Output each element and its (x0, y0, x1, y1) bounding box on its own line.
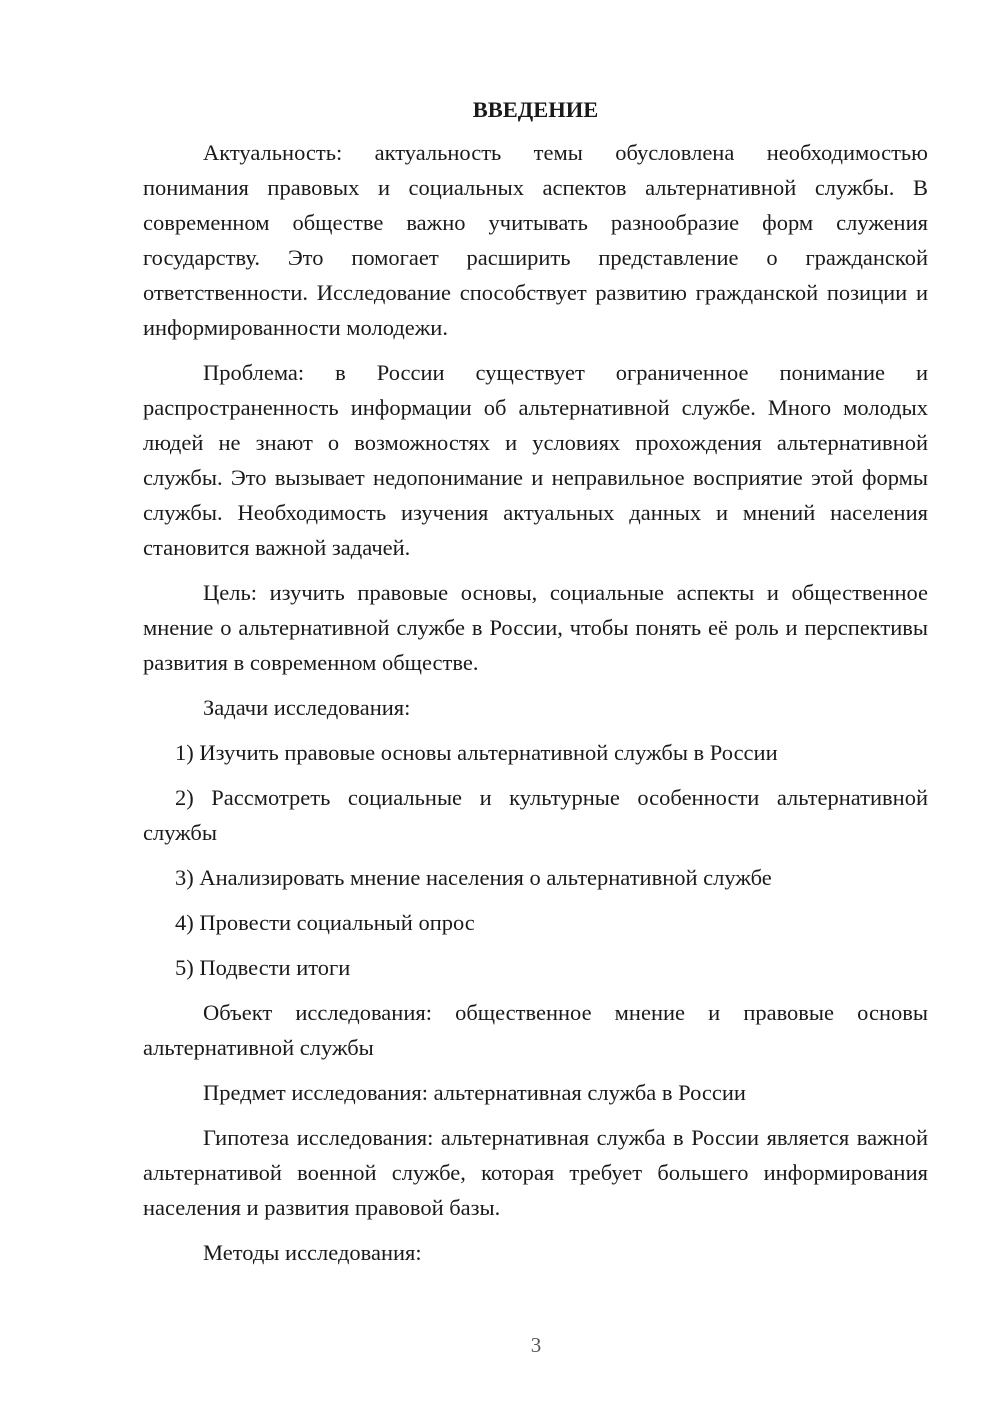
page-number: 3 (530, 1333, 542, 1357)
task-item-1: 1) Изучить правовые основы альтернативной службы в России (175, 740, 778, 765)
methods-heading: Методы исследования: (203, 1240, 422, 1265)
task-item-5: 5) Подвести итоги (175, 955, 351, 980)
document-title: ВВЕДЕНИЕ (472, 97, 599, 122)
object-paragraph: Объект исследования: общественное мнение и правовые основы альтернативной службы (143, 1000, 928, 1060)
task-item-2: 2) Рассмотреть социальные и культурные особенности альтернативной службы (143, 785, 928, 845)
relevance-paragraph: Актуальность: актуальность темы обусловлена необходимостью понимания правовых и социальных аспектов альтернативной службы. В современном обществе важно учитывать разнообразие форм служения государству. Это помогает расширить представление о гражданской ответственности. Исследование способствует развитию гражданской позиции и информированности молодежи. (143, 140, 928, 340)
tasks-heading: Задачи исследования: (203, 695, 411, 720)
document-page (143, 92, 928, 1280)
task-item-4: 4) Провести социальный опрос (175, 910, 475, 935)
goal-paragraph: Цель: изучить правовые основы, социальные аспекты и общественное мнение о альтернативной службе в России, чтобы понять её роль и перспективы развития в современном обществе. (143, 580, 928, 675)
subject-paragraph: Предмет исследования: альтернативная служба в России (203, 1080, 746, 1105)
problem-paragraph: Проблема: в России существует ограниченное понимание и распространенность информации об альтернативной службе. Много молодых людей не знают о возможностях и условиях прохождения альтернативной службы. Это вызывает недопонимание и неправильное восприятие этой формы службы. Необходимость изучения актуальных данных и мнений населения становится важной задачей. (143, 360, 928, 560)
task-item-3: 3) Анализировать мнение населения о альтернативной службе (175, 865, 772, 890)
hypothesis-paragraph: Гипотеза исследования: альтернативная служба в России является важной альтернативой военной службе, которая требует большего информирования населения и развития правовой базы. (143, 1125, 928, 1220)
